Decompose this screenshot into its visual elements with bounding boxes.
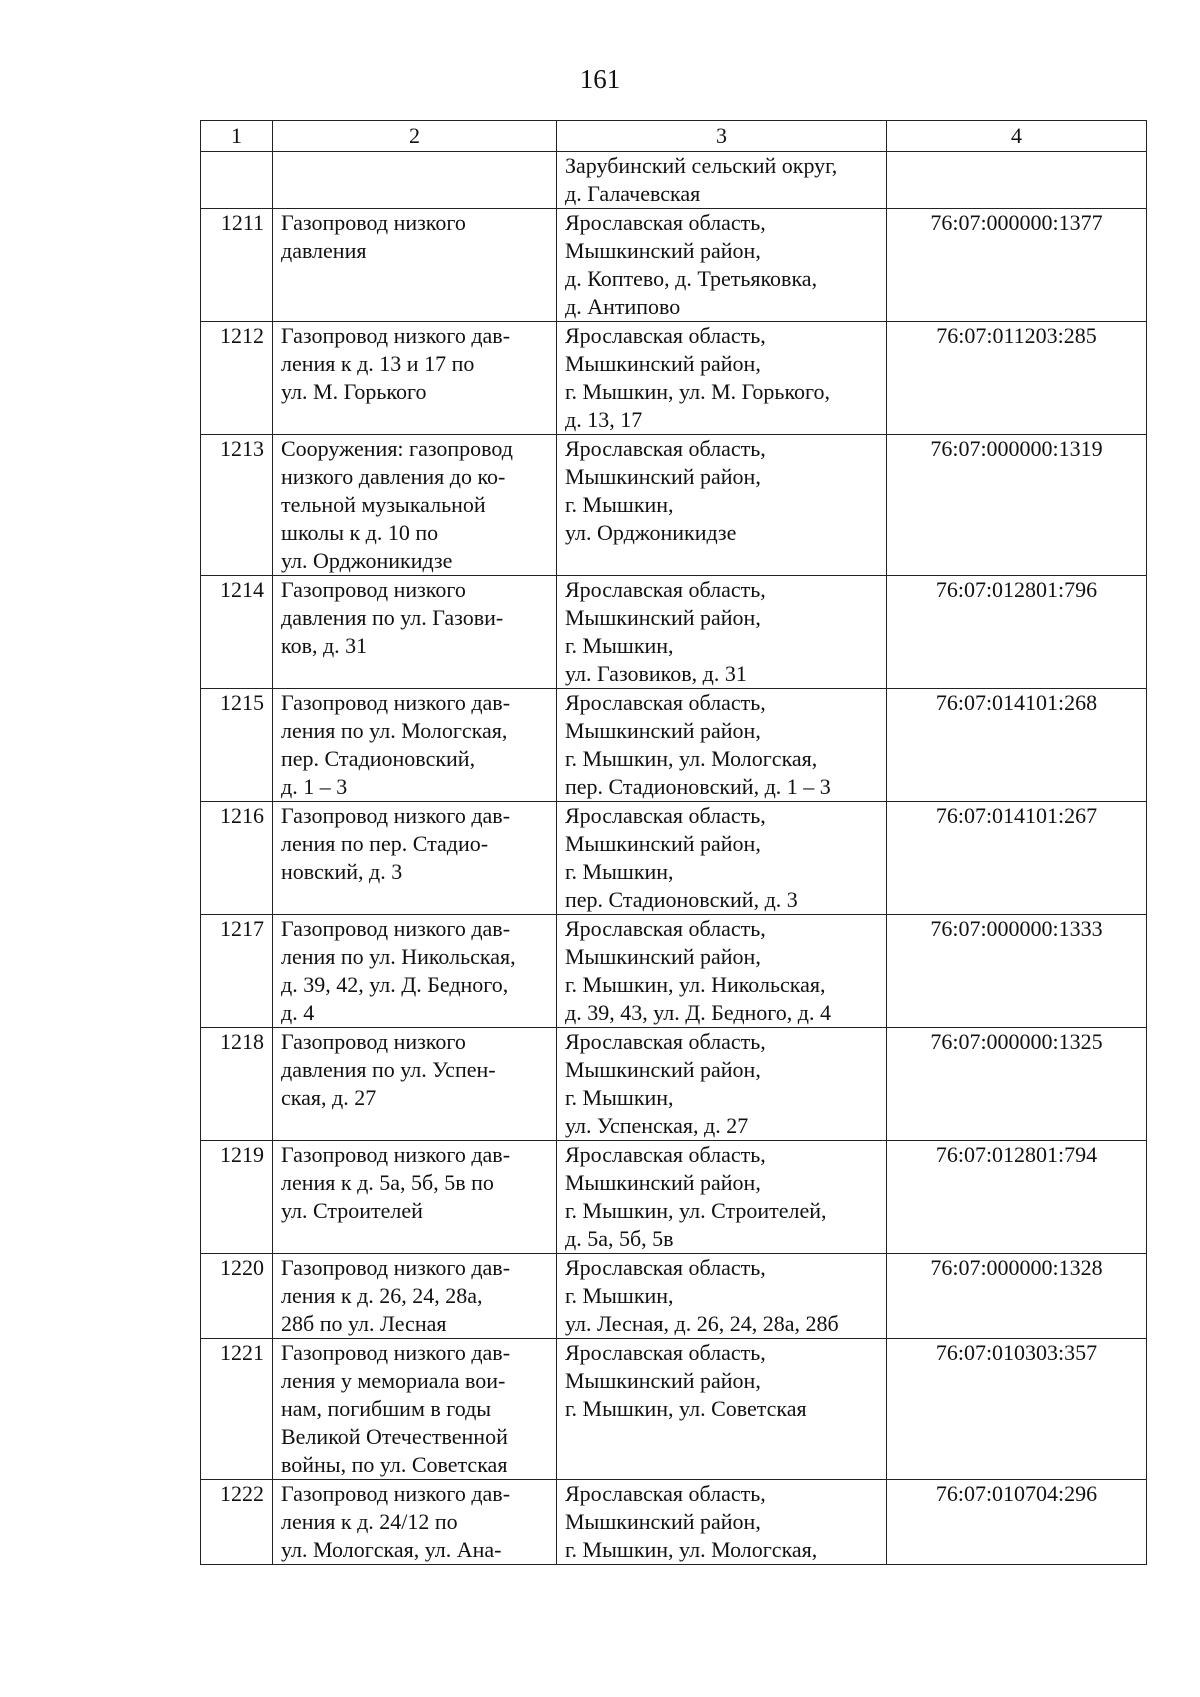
object-name-cell <box>273 152 557 209</box>
address-cell <box>557 1339 887 1480</box>
address-cell <box>557 1480 887 1565</box>
address-line: г. Мышкин, ул. Никольская, <box>565 972 826 997</box>
object-name-line: школы к д. 10 по <box>281 520 439 545</box>
object-name-line: ления по пер. Стадио- <box>281 831 489 856</box>
column-header-2: 2 <box>273 121 557 152</box>
address-line: г. Мышкин, ул. Мологская, <box>565 746 818 771</box>
object-name-cell <box>273 209 557 322</box>
object-name-line: Газопровод низкого дав- <box>281 916 511 941</box>
row-number-cell: 1222 <box>201 1480 273 1565</box>
object-name-line: ления к д. 13 и 17 по <box>281 351 475 376</box>
row-number-cell <box>201 152 273 209</box>
object-name-line: ская, д. 27 <box>281 1085 377 1110</box>
address-line: Мышкинский район, <box>565 351 761 376</box>
object-name-line: Газопровод низкого дав- <box>281 803 511 828</box>
object-name-line: Газопровод низкого дав- <box>281 323 511 348</box>
address-line: д. Галачевская <box>565 181 701 206</box>
object-name-line: войны, по ул. Советская <box>281 1452 508 1477</box>
object-name-line: Газопровод низкого дав- <box>281 1481 511 1506</box>
column-header-4: 4 <box>887 121 1147 152</box>
object-name-line: низкого давления до ко- <box>281 464 506 489</box>
address-line: ул. Успенская, д. 27 <box>565 1113 749 1138</box>
address-cell <box>557 1254 887 1339</box>
registry-table <box>200 120 1147 1565</box>
object-name-line: 28б по ул. Лесная <box>281 1311 447 1336</box>
column-header-1: 1 <box>201 121 273 152</box>
row-number-cell: 1216 <box>201 802 273 915</box>
address-cell <box>557 689 887 802</box>
address-line: Ярославская область, <box>565 1142 766 1167</box>
address-line: г. Мышкин, ул. М. Горького, <box>565 379 830 404</box>
address-cell <box>557 802 887 915</box>
object-name-line: ков, д. 31 <box>281 633 368 658</box>
address-line: д. Антипово <box>565 294 681 319</box>
address-line: Мышкинский район, <box>565 1170 761 1195</box>
object-name-cell <box>273 1028 557 1141</box>
address-line: Мышкинский район, <box>565 718 761 743</box>
cadastral-number-cell: 76:07:012801:794 <box>887 1141 1147 1254</box>
address-line: Мышкинский район, <box>565 464 761 489</box>
address-line: пер. Стадионовский, д. 1 – 3 <box>565 774 831 799</box>
cadastral-number-cell: 76:07:011203:285 <box>887 322 1147 435</box>
cadastral-number-cell: 76:07:000000:1325 <box>887 1028 1147 1141</box>
address-cell <box>557 322 887 435</box>
address-line: г. Мышкин, <box>565 1283 674 1308</box>
address-line: Ярославская область, <box>565 1255 766 1280</box>
table-row <box>201 915 1147 1028</box>
address-line: Мышкинский район, <box>565 944 761 969</box>
address-line: Ярославская область, <box>565 690 766 715</box>
table-row <box>201 152 1147 209</box>
object-name-line: ул. М. Горького <box>281 379 427 404</box>
address-line: д. 13, 17 <box>565 407 643 432</box>
object-name-line: ул. Строителей <box>281 1198 423 1223</box>
address-cell <box>557 1028 887 1141</box>
object-name-line: Сооружения: газопровод <box>281 436 513 461</box>
page-number: 161 <box>579 64 621 94</box>
address-cell <box>557 915 887 1028</box>
address-line: г. Мышкин, ул. Строителей, <box>565 1198 827 1223</box>
address-line: Ярославская область, <box>565 323 766 348</box>
cadastral-number-cell: 76:07:010704:296 <box>887 1480 1147 1565</box>
cadastral-number-cell: 76:07:000000:1319 <box>887 435 1147 576</box>
table-row <box>201 689 1147 802</box>
column-header-3: 3 <box>557 121 887 152</box>
address-line: Ярославская область, <box>565 577 766 602</box>
table-row <box>201 322 1147 435</box>
address-line: Ярославская область, <box>565 1340 766 1365</box>
cadastral-number-cell: 76:07:000000:1377 <box>887 209 1147 322</box>
address-line: д. Коптево, д. Третьяковка, <box>565 266 818 291</box>
address-line: ул. Газовиков, д. 31 <box>565 661 747 686</box>
table-row <box>201 1028 1147 1141</box>
address-line: Мышкинский район, <box>565 238 761 263</box>
object-name-line: ления к д. 24/12 по <box>281 1509 458 1534</box>
row-number-cell: 1218 <box>201 1028 273 1141</box>
row-number-cell: 1217 <box>201 915 273 1028</box>
address-cell <box>557 576 887 689</box>
cadastral-number-cell: 76:07:012801:796 <box>887 576 1147 689</box>
address-line: Зарубинский сельский округ, <box>565 153 838 178</box>
row-number-cell: 1211 <box>201 209 273 322</box>
address-line: г. Мышкин, <box>565 633 674 658</box>
object-name-line: ления по ул. Мологская, <box>281 718 508 743</box>
object-name-line: д. 39, 42, ул. Д. Бедного, <box>281 972 509 997</box>
object-name-line: ления по ул. Никольская, <box>281 944 516 969</box>
object-name-line: ления у мемориала вои- <box>281 1368 506 1393</box>
table-row <box>201 802 1147 915</box>
row-number-cell: 1213 <box>201 435 273 576</box>
object-name-cell <box>273 1254 557 1339</box>
object-name-cell <box>273 1339 557 1480</box>
object-name-cell <box>273 576 557 689</box>
cadastral-number-cell: 76:07:000000:1328 <box>887 1254 1147 1339</box>
object-name-line: Газопровод низкого дав- <box>281 1255 511 1280</box>
object-name-line: Великой Отечественной <box>281 1424 508 1449</box>
object-name-line: нам, погибшим в годы <box>281 1396 492 1421</box>
address-line: Мышкинский район, <box>565 605 761 630</box>
address-line: г. Мышкин, <box>565 1085 674 1110</box>
object-name-line: ул. Мологская, ул. Ана- <box>281 1537 502 1562</box>
object-name-cell <box>273 802 557 915</box>
object-name-line: тельной музыкальной <box>281 492 486 517</box>
object-name-line: Газопровод низкого <box>281 210 466 235</box>
object-name-line: ления к д. 26, 24, 28а, <box>281 1283 483 1308</box>
row-number-cell: 1212 <box>201 322 273 435</box>
object-name-cell <box>273 435 557 576</box>
table-row <box>201 1141 1147 1254</box>
object-name-line: Газопровод низкого <box>281 1029 466 1054</box>
address-cell <box>557 435 887 576</box>
address-line: Ярославская область, <box>565 1481 766 1506</box>
object-name-line: Газопровод низкого дав- <box>281 1340 511 1365</box>
address-line: ул. Орджоникидзе <box>565 520 737 545</box>
address-line: ул. Лесная, д. 26, 24, 28а, 28б <box>565 1311 839 1336</box>
object-name-line: Газопровод низкого дав- <box>281 1142 511 1167</box>
table-row <box>201 435 1147 576</box>
row-number-cell: 1220 <box>201 1254 273 1339</box>
address-line: д. 39, 43, ул. Д. Бедного, д. 4 <box>565 1000 831 1025</box>
table-row <box>201 209 1147 322</box>
address-line: Ярославская область, <box>565 1029 766 1054</box>
object-name-line: пер. Стадионовский, <box>281 746 476 771</box>
address-cell <box>557 152 887 209</box>
address-line: г. Мышкин, ул. Советская <box>565 1396 807 1421</box>
object-name-cell <box>273 1480 557 1565</box>
object-name-line: давления <box>281 238 367 263</box>
cadastral-number-cell: 76:07:014101:268 <box>887 689 1147 802</box>
row-number-cell: 1214 <box>201 576 273 689</box>
table-row <box>201 1480 1147 1565</box>
object-name-line: Газопровод низкого дав- <box>281 690 511 715</box>
address-line: Ярославская область, <box>565 436 766 461</box>
address-line: д. 5а, 5б, 5в <box>565 1226 674 1251</box>
object-name-line: Газопровод низкого <box>281 577 466 602</box>
row-number-cell: 1215 <box>201 689 273 802</box>
address-cell <box>557 1141 887 1254</box>
cadastral-number-cell: 76:07:010303:357 <box>887 1339 1147 1480</box>
object-name-cell <box>273 689 557 802</box>
address-line: Мышкинский район, <box>565 1509 761 1534</box>
table-row <box>201 576 1147 689</box>
object-name-cell <box>273 1141 557 1254</box>
address-cell <box>557 209 887 322</box>
address-line: г. Мышкин, <box>565 859 674 884</box>
address-line: Ярославская область, <box>565 803 766 828</box>
object-name-line: д. 1 – 3 <box>281 774 348 799</box>
object-name-line: д. 4 <box>281 1000 315 1025</box>
table-row <box>201 1254 1147 1339</box>
object-name-line: давления по ул. Успен- <box>281 1057 496 1082</box>
address-line: пер. Стадионовский, д. 3 <box>565 887 798 912</box>
cadastral-number-cell: 76:07:014101:267 <box>887 802 1147 915</box>
row-number-cell: 1221 <box>201 1339 273 1480</box>
header-row <box>201 121 1147 152</box>
row-number-cell: 1219 <box>201 1141 273 1254</box>
object-name-cell <box>273 915 557 1028</box>
object-name-line: ления к д. 5а, 5б, 5в по <box>281 1170 494 1195</box>
object-name-line: новский, д. 3 <box>281 859 403 884</box>
table-body <box>201 152 1147 1565</box>
object-name-line: давления по ул. Газови- <box>281 605 504 630</box>
address-line: г. Мышкин, <box>565 492 674 517</box>
address-line: Мышкинский район, <box>565 1368 761 1393</box>
address-line: Ярославская область, <box>565 210 766 235</box>
cadastral-number-cell <box>887 152 1147 209</box>
object-name-cell <box>273 322 557 435</box>
object-name-line: ул. Орджоникидзе <box>281 548 453 573</box>
cadastral-number-cell: 76:07:000000:1333 <box>887 915 1147 1028</box>
address-line: Мышкинский район, <box>565 1057 761 1082</box>
address-line: Ярославская область, <box>565 916 766 941</box>
address-line: Мышкинский район, <box>565 831 761 856</box>
table-header <box>201 121 1147 152</box>
table-row <box>201 1339 1147 1480</box>
address-line: г. Мышкин, ул. Мологская, <box>565 1537 818 1562</box>
